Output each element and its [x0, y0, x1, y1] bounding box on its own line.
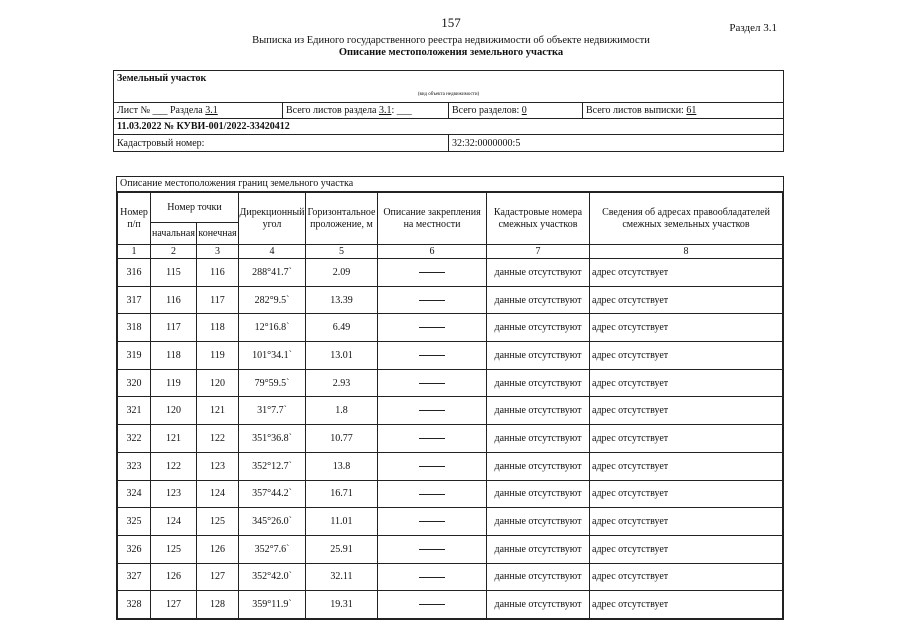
direction-angle: 351°36.8` — [239, 425, 306, 453]
info-table — [113, 70, 784, 152]
total-sections-cell — [448, 103, 582, 118]
end-point: 118 — [197, 314, 239, 342]
document-number: 11.03.2022 № КУВИ-001/2022-33420412 — [117, 121, 290, 132]
col-number: 3 — [197, 245, 239, 259]
header-point-no: Номер точки — [151, 193, 239, 223]
direction-angle: 345°26.0` — [239, 508, 306, 536]
horizontal-length: 11.01 — [306, 508, 378, 536]
fixation-dash — [378, 508, 487, 536]
page-number: 157 — [441, 15, 461, 30]
dash-mark — [419, 438, 445, 439]
row-number: 327 — [118, 563, 151, 591]
header-adjacent: Кадастровые номера смежных участков — [487, 193, 590, 245]
row-number: 319 — [118, 342, 151, 370]
owner-address: адрес отсутствует — [590, 342, 783, 370]
fixation-dash — [378, 591, 487, 619]
table-row — [118, 369, 783, 397]
total-sections-label: Всего разделов: — [452, 105, 520, 116]
row-number: 323 — [118, 452, 151, 480]
end-point: 126 — [197, 535, 239, 563]
cadastral-label: Кадастровый номер: — [117, 137, 205, 149]
row-number: 324 — [118, 480, 151, 508]
col-number: 4 — [239, 245, 306, 259]
end-point: 122 — [197, 425, 239, 453]
row-number: 317 — [118, 286, 151, 314]
horizontal-length: 1.8 — [306, 397, 378, 425]
direction-angle: 282°9.5` — [239, 286, 306, 314]
table-row — [118, 563, 783, 591]
dash-mark — [419, 604, 445, 605]
owner-address: адрес отсутствует — [590, 314, 783, 342]
horizontal-length: 32.11 — [306, 563, 378, 591]
dash-mark — [419, 300, 445, 301]
adjacent-cadastral: данные отсутствуют — [487, 508, 590, 536]
table-row — [118, 535, 783, 563]
dash-mark — [419, 410, 445, 411]
direction-angle: 352°7.6` — [239, 535, 306, 563]
total-sections-value: 0 — [521, 105, 527, 116]
col-number: 7 — [487, 245, 590, 259]
owner-address: адрес отсутствует — [590, 259, 783, 287]
row-number: 325 — [118, 508, 151, 536]
end-point: 124 — [197, 480, 239, 508]
end-point: 120 — [197, 369, 239, 397]
sheet-label: Лист № — [117, 105, 150, 116]
adjacent-cadastral: данные отсутствуют — [487, 425, 590, 453]
sheets-row — [114, 103, 783, 119]
row-number: 316 — [118, 259, 151, 287]
object-type: Земельный участок — [117, 73, 207, 84]
doc-row — [114, 119, 783, 135]
horizontal-length: 6.49 — [306, 314, 378, 342]
start-point: 115 — [151, 259, 197, 287]
horizontal-length: 16.71 — [306, 480, 378, 508]
owner-address: адрес отсутствует — [590, 591, 783, 619]
document-title: Выписка из Единого государственного реестра недвижимости об объекте недвижимости — [252, 35, 650, 46]
start-point: 127 — [151, 591, 197, 619]
fixation-dash — [378, 452, 487, 480]
table-row — [118, 259, 783, 287]
dash-mark — [419, 577, 445, 578]
total-section-sheets-blank: : ___ — [391, 105, 412, 116]
section-value: 3.1 — [205, 105, 218, 116]
end-point: 127 — [197, 563, 239, 591]
table-row — [118, 452, 783, 480]
horizontal-length: 25.91 — [306, 535, 378, 563]
adjacent-cadastral: данные отсутствуют — [487, 286, 590, 314]
dash-mark — [419, 494, 445, 495]
header-end: конечная — [197, 223, 239, 245]
adjacent-cadastral: данные отсутствуют — [487, 452, 590, 480]
start-point: 116 — [151, 286, 197, 314]
start-point: 119 — [151, 369, 197, 397]
fixation-dash — [378, 259, 487, 287]
fixation-dash — [378, 286, 487, 314]
col-number: 1 — [118, 245, 151, 259]
fixation-dash — [378, 563, 487, 591]
header-fixation: Описание закрепления на местности — [378, 193, 487, 245]
object-type-hint: (вид объекта недвижимости) — [417, 92, 480, 97]
adjacent-cadastral: данные отсутствуют — [487, 369, 590, 397]
row-number: 328 — [118, 591, 151, 619]
start-point: 120 — [151, 397, 197, 425]
start-point: 122 — [151, 452, 197, 480]
start-point: 118 — [151, 342, 197, 370]
sheet-blank: ___ — [152, 105, 168, 116]
horizontal-length: 13.8 — [306, 452, 378, 480]
section-label: Раздел 3.1 — [729, 22, 777, 34]
dash-mark — [419, 383, 445, 384]
start-point: 123 — [151, 480, 197, 508]
boundary-table — [116, 176, 784, 620]
table-row — [118, 425, 783, 453]
header-num: Номер п/п — [118, 193, 151, 245]
total-section-sheets-label: Всего листов раздела — [286, 105, 377, 116]
table-row — [118, 314, 783, 342]
start-point: 125 — [151, 535, 197, 563]
direction-angle: 79°59.5` — [239, 369, 306, 397]
direction-angle: 357°44.2` — [239, 480, 306, 508]
direction-angle: 12°16.8` — [239, 314, 306, 342]
direction-angle: 359°11.9` — [239, 591, 306, 619]
fixation-dash — [378, 369, 487, 397]
start-point: 117 — [151, 314, 197, 342]
adjacent-cadastral: данные отсутствуют — [487, 342, 590, 370]
header-length: Горизонтальное проложение, м — [306, 193, 378, 245]
adjacent-cadastral: данные отсутствуют — [487, 259, 590, 287]
table-row — [118, 286, 783, 314]
adjacent-cadastral: данные отсутствуют — [487, 480, 590, 508]
adjacent-cadastral: данные отсутствуют — [487, 591, 590, 619]
col-number: 8 — [590, 245, 783, 259]
owner-address: адрес отсутствует — [590, 563, 783, 591]
owner-address: адрес отсутствует — [590, 397, 783, 425]
start-point: 126 — [151, 563, 197, 591]
direction-angle: 288°41.7` — [239, 259, 306, 287]
horizontal-length: 19.31 — [306, 591, 378, 619]
fixation-dash — [378, 480, 487, 508]
end-point: 123 — [197, 452, 239, 480]
horizontal-length: 2.09 — [306, 259, 378, 287]
dash-mark — [419, 521, 445, 522]
dash-mark — [419, 327, 445, 328]
table-row — [118, 342, 783, 370]
column-numbers-row — [118, 245, 783, 259]
adjacent-cadastral: данные отсутствуют — [487, 397, 590, 425]
end-point: 121 — [197, 397, 239, 425]
table-caption: Описание местоположения границ земельного участка — [117, 177, 783, 192]
end-point: 125 — [197, 508, 239, 536]
total-section-sheets-value: 3.1 — [378, 105, 392, 116]
adjacent-cadastral: данные отсутствуют — [487, 563, 590, 591]
owner-address: адрес отсутствует — [590, 535, 783, 563]
col-number: 6 — [378, 245, 487, 259]
owner-address: адрес отсутствует — [590, 425, 783, 453]
section-label-small: Раздела — [169, 105, 203, 116]
cadastral-number: 32:32:0000000:5 — [448, 135, 783, 151]
owner-address: адрес отсутствует — [590, 369, 783, 397]
direction-angle: 101°34.1` — [239, 342, 306, 370]
fixation-dash — [378, 314, 487, 342]
direction-angle: 352°42.0` — [239, 563, 306, 591]
owner-address: адрес отсутствует — [590, 480, 783, 508]
direction-angle: 31°7.7` — [239, 397, 306, 425]
dash-mark — [419, 355, 445, 356]
col-number: 5 — [306, 245, 378, 259]
end-point: 119 — [197, 342, 239, 370]
fixation-dash — [378, 397, 487, 425]
total-extract-sheets-cell — [582, 103, 783, 118]
dash-mark — [419, 549, 445, 550]
object-type-row — [114, 71, 783, 103]
direction-angle: 352°12.7` — [239, 452, 306, 480]
table-row — [118, 591, 783, 619]
owner-address: адрес отсутствует — [590, 508, 783, 536]
table-row — [118, 508, 783, 536]
total-extract-sheets-value: 61 — [686, 105, 697, 116]
fixation-dash — [378, 535, 487, 563]
row-number: 321 — [118, 397, 151, 425]
end-point: 116 — [197, 259, 239, 287]
horizontal-length: 13.01 — [306, 342, 378, 370]
header-start: начальная — [151, 223, 197, 245]
table-row — [118, 397, 783, 425]
header-angle: Дирекционный угол — [239, 193, 306, 245]
row-number: 322 — [118, 425, 151, 453]
fixation-dash — [378, 425, 487, 453]
horizontal-length: 13.39 — [306, 286, 378, 314]
cadastral-row — [114, 135, 783, 151]
total-section-sheets-cell — [282, 103, 448, 118]
header-owners: Сведения об адресах правообладателей смежных земельных участков — [590, 193, 783, 245]
start-point: 121 — [151, 425, 197, 453]
table-row — [118, 480, 783, 508]
row-number: 318 — [118, 314, 151, 342]
document-subtitle: Описание местоположения земельного участка — [338, 47, 564, 58]
sheet-number-cell — [114, 103, 282, 118]
owner-address: адрес отсутствует — [590, 452, 783, 480]
end-point: 128 — [197, 591, 239, 619]
end-point: 117 — [197, 286, 239, 314]
dash-mark — [419, 272, 445, 273]
adjacent-cadastral: данные отсутствуют — [487, 535, 590, 563]
owner-address: адрес отсутствует — [590, 286, 783, 314]
fixation-dash — [378, 342, 487, 370]
adjacent-cadastral: данные отсутствуют — [487, 314, 590, 342]
horizontal-length: 2.93 — [306, 369, 378, 397]
total-extract-sheets-label: Всего листов выписки: — [586, 105, 684, 116]
horizontal-length: 10.77 — [306, 425, 378, 453]
dash-mark — [419, 466, 445, 467]
start-point: 124 — [151, 508, 197, 536]
col-number: 2 — [151, 245, 197, 259]
row-number: 326 — [118, 535, 151, 563]
row-number: 320 — [118, 369, 151, 397]
